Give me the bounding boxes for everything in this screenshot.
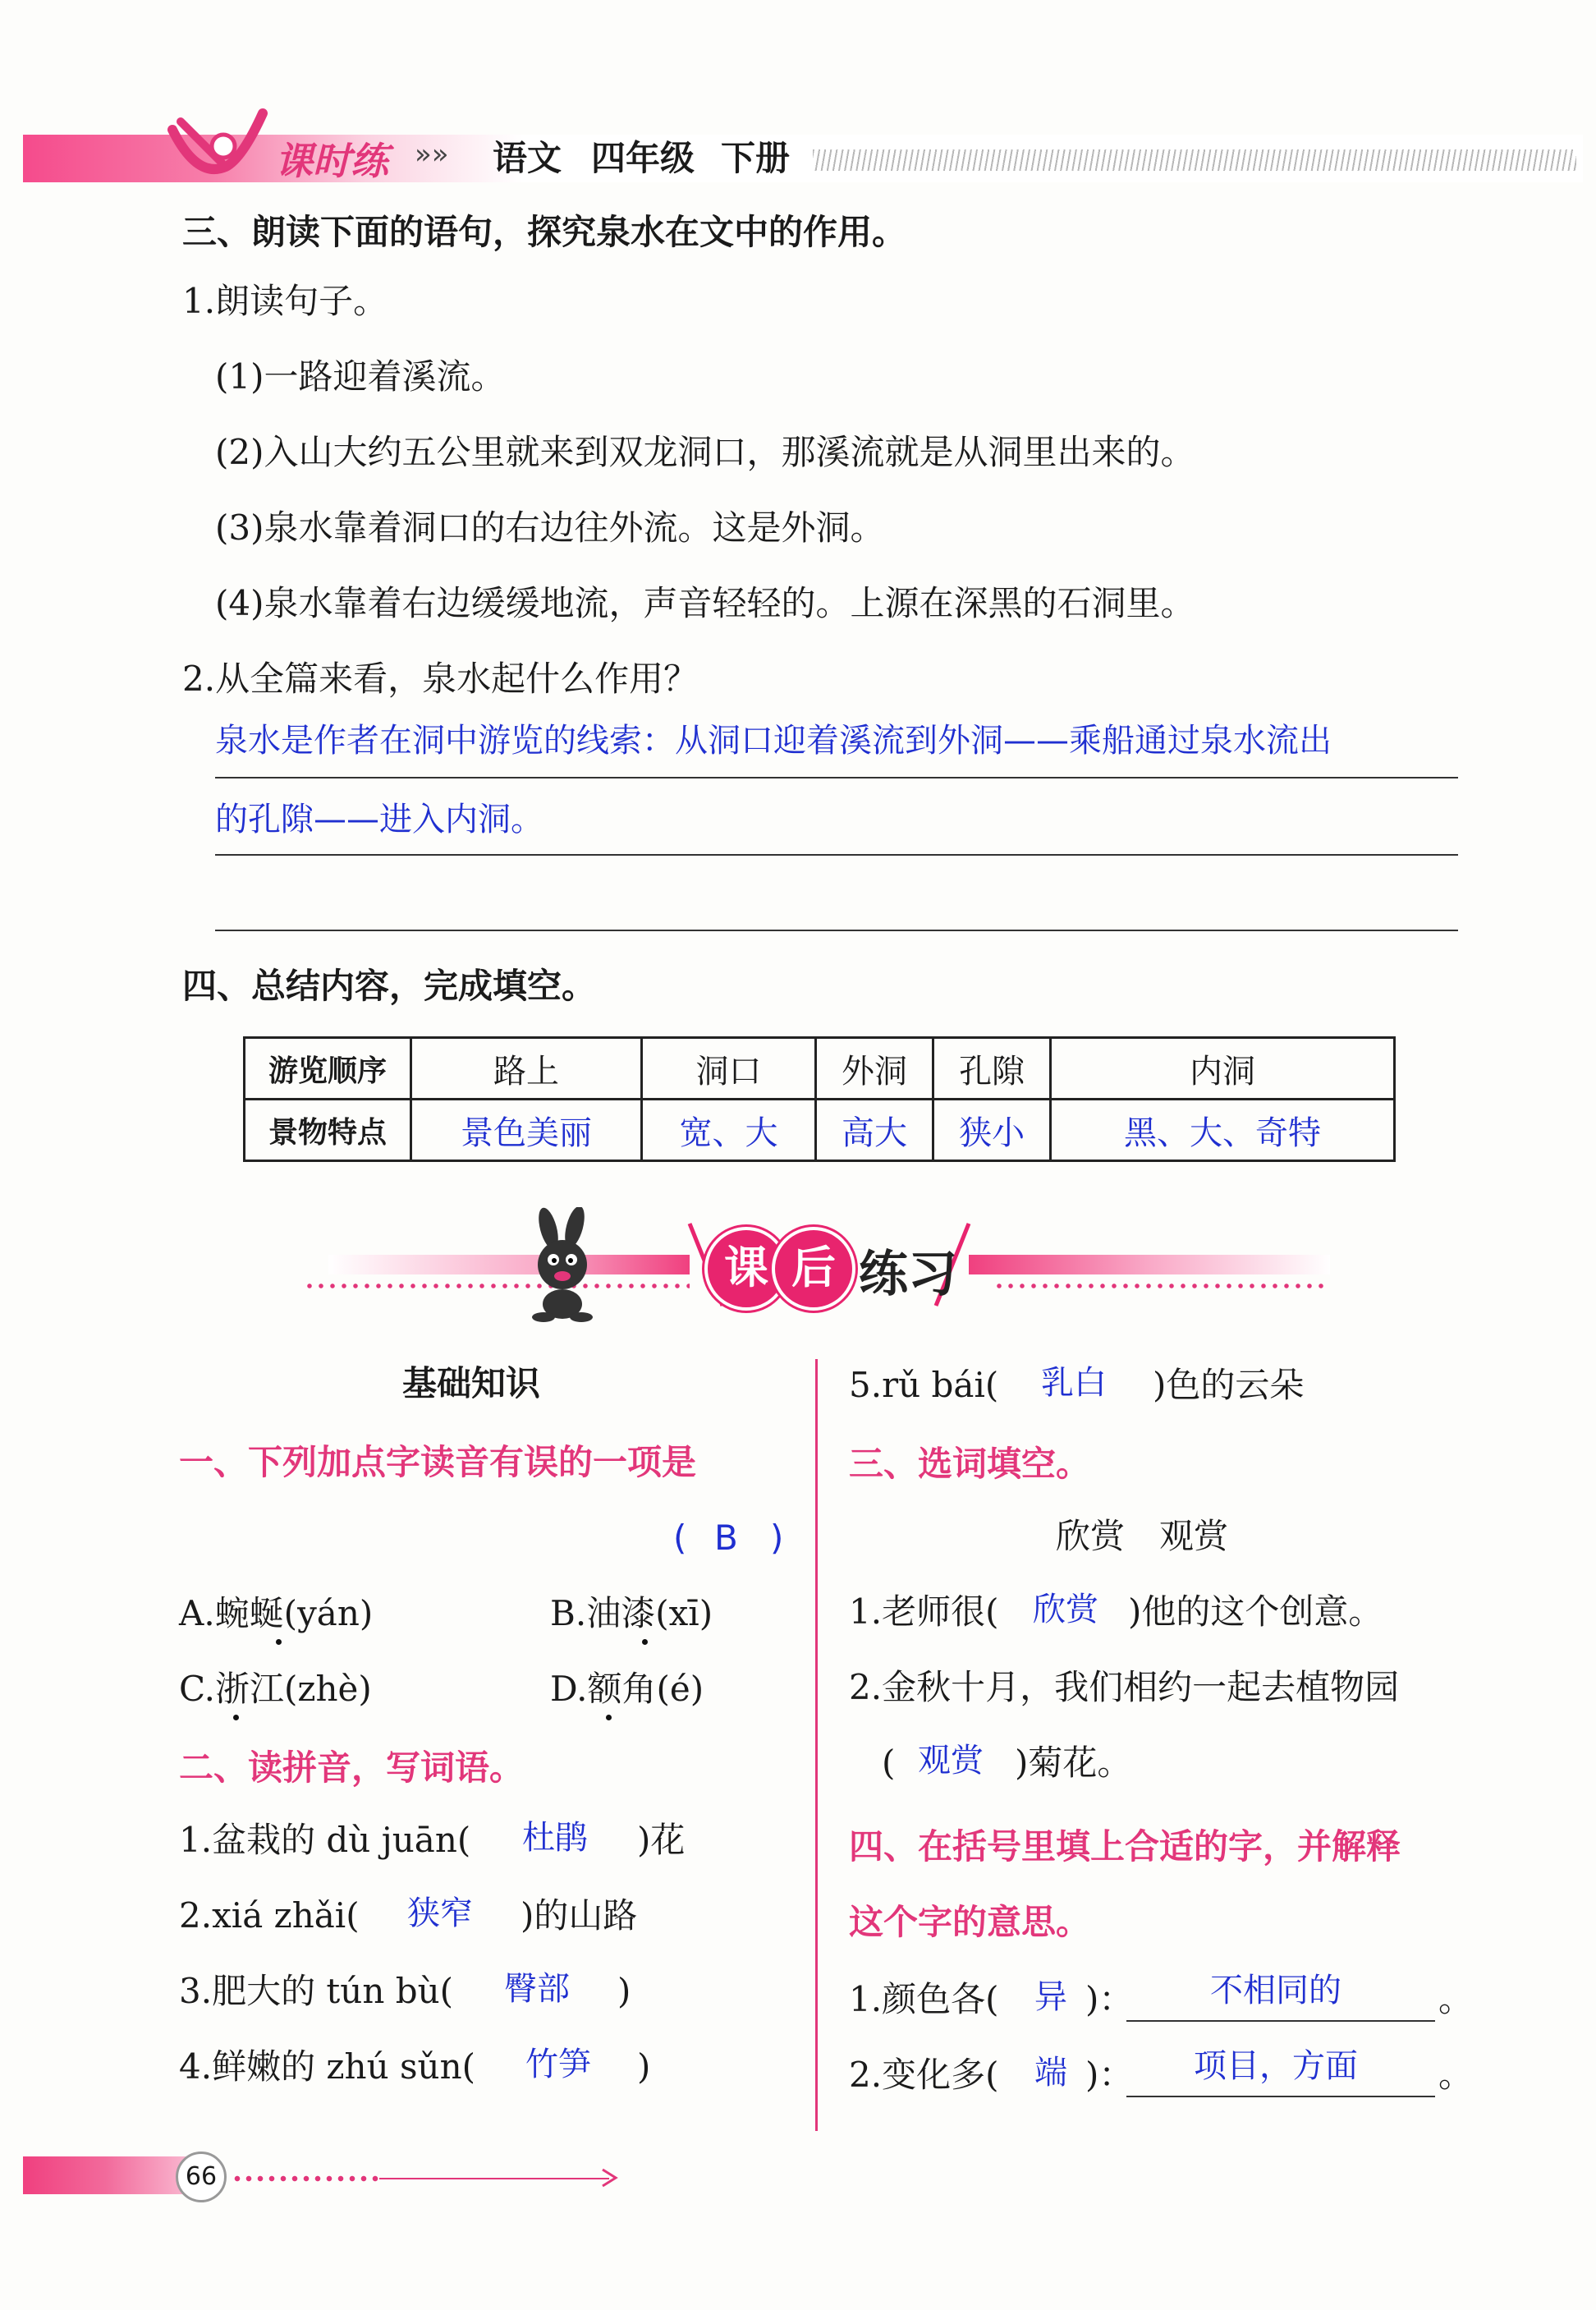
order-cell: 路上 <box>411 1038 642 1100</box>
feature-cell: 狭小 <box>933 1100 1051 1161</box>
section3-q2-label: 2.从全篇来看，泉水起什么作用？ <box>182 659 699 699</box>
option-b: B.油漆(xī) <box>550 1593 713 1633</box>
page-number: 66 <box>176 2152 227 2202</box>
q3-item-post: )他的这个创意。 <box>1128 1591 1383 1632</box>
q2-answer-line2: 的孔隙——进入内洞。 <box>215 801 543 838</box>
rabbit-mascot-icon <box>517 1207 608 1322</box>
banner-dots-right <box>993 1283 1330 1289</box>
right-q3-title: 三、选词填空。 <box>849 1444 1091 1484</box>
column-divider <box>815 1359 818 2131</box>
banner-bar-right <box>969 1255 1330 1274</box>
feature-cell: 宽、大 <box>641 1100 815 1161</box>
answer-line <box>215 930 1458 931</box>
q4-item-answer: 异 <box>1034 1978 1067 2016</box>
sentence-4: (4)泉水靠着右边缓缓地流，声音轻轻的。上源在深黑的石洞里。 <box>215 583 1195 623</box>
pinyin-item-post: ) <box>637 2046 651 2087</box>
option-c: C.浙江(zhè) <box>179 1669 372 1709</box>
pinyin-item-pre: 3.肥大的 tún bù( <box>179 1971 454 2011</box>
answer-line <box>215 854 1458 856</box>
q2-answer-line1: 泉水是作者在洞中游览的线索：从洞口迎着溪流到外洞——乘船通过泉水流出 <box>215 722 1332 760</box>
row-header-feature: 景物特点 <box>245 1100 411 1161</box>
item5-post: )色的云朵 <box>1153 1365 1305 1405</box>
pinyin-item-post: ) <box>617 1971 631 2011</box>
header-stripe <box>813 149 1576 171</box>
q3-item-pre: 2.金秋十月，我们相约一起去植物园 <box>849 1667 1400 1707</box>
sentence-3: (3)泉水靠着洞口的右边往外流。这是外洞。 <box>215 507 885 548</box>
q1-paren-open: ( <box>673 1518 687 1558</box>
q4-item-mid: )： <box>1085 2055 1134 2095</box>
order-cell: 外洞 <box>815 1038 933 1100</box>
q4-item-meaning: 项目，方面 <box>1194 2047 1358 2085</box>
q4-item-pre: 1.颜色各( <box>849 1979 999 2019</box>
section3-q1-label: 1.朗读句子。 <box>182 281 388 321</box>
answer-line <box>1126 2096 1435 2097</box>
banner-char-hou: 后 <box>772 1227 855 1311</box>
q3-item-answer: 观赏 <box>918 1742 984 1780</box>
pinyin-item-post: )花 <box>637 1820 686 1860</box>
header-subject: 语文 <box>493 138 562 178</box>
brand-logo-icon <box>164 105 271 187</box>
brand-title: 课时练 <box>275 139 388 183</box>
header-grade: 四年级 <box>591 138 695 178</box>
order-cell: 孔隙 <box>933 1038 1051 1100</box>
sentence-2: (2)入山大约五公里就来到双龙洞口，那溪流就是从洞里出来的。 <box>215 432 1195 472</box>
emphasis-dot <box>606 1715 612 1720</box>
q1-answer: B <box>714 1518 738 1558</box>
table-row <box>245 1038 1395 1100</box>
section4-title: 四、总结内容，完成填空。 <box>182 966 597 1006</box>
banner-bar-left <box>328 1255 690 1274</box>
footer-dots <box>232 2175 379 2183</box>
header-volume: 下册 <box>721 138 791 178</box>
q4-item-end: 。 <box>1438 1979 1474 2019</box>
banner-dots-left <box>304 1283 690 1289</box>
section3-title: 三、朗读下面的语句，探究泉水在文中的作用。 <box>182 212 907 252</box>
answer-line <box>215 777 1458 778</box>
emphasis-dot <box>233 1715 239 1720</box>
scenery-table <box>243 1036 1396 1162</box>
q4-item-mid: )： <box>1085 1979 1134 2019</box>
q3-item-post: )菊花。 <box>1015 1743 1132 1783</box>
pinyin-item-post: )的山路 <box>521 1895 638 1936</box>
pinyin-item-answer: 狭窄 <box>407 1894 473 1932</box>
sentence-1: (1)一路迎着溪流。 <box>215 356 506 397</box>
pinyin-item-pre: 1.盆栽的 dù juān( <box>179 1820 471 1860</box>
q3-item-answer: 欣赏 <box>1033 1591 1098 1628</box>
q4-item-meaning: 不相同的 <box>1210 1972 1341 2009</box>
emphasis-dot <box>642 1639 648 1645</box>
word-choices: 欣赏 观赏 <box>1056 1516 1229 1556</box>
row-header-order: 游览顺序 <box>245 1038 411 1100</box>
item5-pre: 5.rǔ bái( <box>849 1365 999 1405</box>
q4-item-pre: 2.变化多( <box>849 2055 999 2095</box>
pinyin-item-answer: 臀部 <box>504 1970 570 2008</box>
pinyin-item-answer: 杜鹃 <box>522 1819 588 1857</box>
feature-cell: 景色美丽 <box>411 1100 642 1161</box>
pinyin-item-answer: 竹笋 <box>525 2046 591 2083</box>
feature-cell: 黑、大、奇特 <box>1051 1100 1395 1161</box>
left-q2-title: 二、读拼音，写词语。 <box>179 1747 525 1788</box>
footer-line <box>379 2178 609 2179</box>
option-d: D.额角(é) <box>550 1669 704 1709</box>
banner-text: 练习 <box>859 1246 957 1303</box>
right-q4-title-line1: 四、在括号里填上合适的字，并解释 <box>849 1826 1401 1867</box>
feature-cell: 高大 <box>815 1100 933 1161</box>
q1-paren-close: ) <box>770 1518 784 1558</box>
q3-item-pre: 1.老师很( <box>849 1591 999 1632</box>
footer-band <box>23 2156 187 2194</box>
order-cell: 洞口 <box>641 1038 815 1100</box>
left-heading: 基础知识 <box>402 1363 541 1403</box>
right-q4-title-line2: 这个字的意思。 <box>849 1902 1091 1942</box>
order-cell: 内洞 <box>1051 1038 1395 1100</box>
answer-line <box>1126 2020 1435 2022</box>
option-a: A.蜿蜒(yán) <box>179 1593 374 1633</box>
emphasis-dot <box>276 1639 282 1645</box>
q3-item-pre: ( <box>882 1743 896 1783</box>
banner-char-ke: 课 <box>704 1227 788 1311</box>
left-q1-title: 一、下列加点字读音有误的一项是 <box>179 1442 697 1482</box>
q4-item-answer: 端 <box>1034 2054 1067 2092</box>
footer-arrow-icon <box>599 2166 624 2189</box>
table-row <box>245 1100 1395 1161</box>
header-arrows: »» <box>415 138 449 171</box>
pinyin-item-pre: 4.鲜嫩的 zhú sǔn( <box>179 2046 476 2087</box>
q4-item-end: 。 <box>1438 2055 1474 2095</box>
item5-answer: 乳白 <box>1041 1364 1107 1402</box>
pinyin-item-pre: 2.xiá zhǎi( <box>179 1895 360 1936</box>
